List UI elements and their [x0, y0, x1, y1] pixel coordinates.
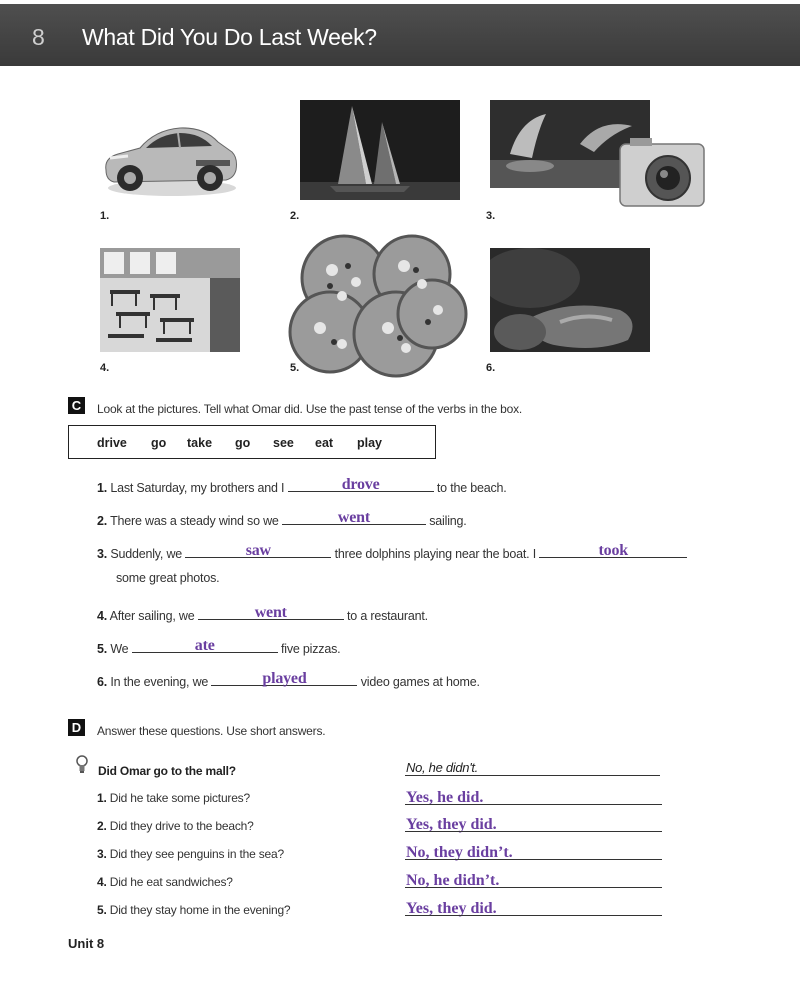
- answer-blank: [539, 542, 687, 558]
- answer-line: [405, 887, 662, 888]
- answer-blank: [132, 637, 278, 653]
- section-c-instruction: Look at the pictures. Tell what Omar did. Use the past tense of the verbs in the box.: [97, 402, 523, 416]
- answer-blank: [185, 542, 331, 558]
- word-box-word: drive: [97, 436, 127, 450]
- answer-text: Yes, they did.: [406, 816, 497, 833]
- picture-label: 1.: [100, 210, 110, 222]
- unit-number: 8: [32, 24, 45, 50]
- answer-blank: [288, 476, 434, 492]
- answer-line: [405, 775, 660, 776]
- answer-blank: [211, 670, 357, 686]
- picture-label: 3.: [486, 210, 496, 222]
- picture-label: 2.: [290, 210, 300, 222]
- answer-text: No, they didn’t.: [406, 844, 513, 861]
- answer-blank: [198, 604, 344, 620]
- answer-text: saw: [245, 542, 271, 559]
- exercise-c-item-5: 5. We ate five pizzas.: [97, 637, 341, 656]
- exercise-c-item-6: 6. In the evening, we played video games at home.: [97, 670, 480, 689]
- answer-line: [405, 915, 662, 916]
- answer-text: Yes, he did.: [406, 789, 484, 806]
- exercise-c-item-3-continuation: some great photos.: [116, 571, 220, 585]
- answer-text: went: [337, 509, 371, 526]
- word-box: [68, 425, 436, 459]
- example-answer: No, he didn't.: [406, 760, 478, 775]
- page-title: What Did You Do Last Week?: [82, 24, 377, 50]
- exercise-d-item-4: 4. Did he eat sandwiches?: [97, 875, 233, 889]
- answer-line: [405, 831, 662, 832]
- word-box-word: play: [357, 436, 383, 450]
- picture-dolphins-camera: [490, 100, 712, 215]
- answer-line: [405, 804, 662, 805]
- picture-label: 4.: [100, 362, 110, 374]
- page-footer: Unit 8: [68, 936, 105, 951]
- answer-text: played: [262, 670, 307, 687]
- answer-blank: [282, 509, 426, 525]
- word-box-word: go: [151, 436, 167, 450]
- exercise-c-item-3: 3. Suddenly, we saw three dolphins playing near the boat. I took: [97, 542, 687, 561]
- picture-pizzas: [272, 230, 477, 380]
- example-question: Did Omar go to the mall?: [98, 764, 236, 778]
- word-box-word: eat: [315, 436, 334, 450]
- exercise-d-item-5: 5. Did they stay home in the evening?: [97, 903, 291, 917]
- unit-header: [0, 4, 800, 66]
- section-d-badge: D: [68, 719, 85, 736]
- picture-video-game: [490, 248, 650, 352]
- answer-text: took: [598, 542, 628, 559]
- exercise-c-item-4: 4. After sailing, we went to a restaurant.: [97, 604, 428, 623]
- exercise-c-item-1: 1. Last Saturday, my brothers and I drove to the beach.: [97, 476, 507, 495]
- exercise-d-item-3: 3. Did they see penguins in the sea?: [97, 847, 284, 861]
- exercise-d-item-2: 2. Did they drive to the beach?: [97, 819, 254, 833]
- word-box-word: see: [273, 436, 294, 450]
- section-d-instruction: Answer these questions. Use short answers.: [97, 724, 326, 738]
- picture-restaurant: [100, 248, 240, 352]
- word-box-word: go: [235, 436, 251, 450]
- picture-car: [100, 108, 240, 200]
- exercise-c-item-2: 2. There was a steady wind so we went sailing.: [97, 509, 467, 528]
- answer-text: drove: [341, 476, 380, 493]
- answer-line: [405, 859, 662, 860]
- picture-label: 6.: [486, 362, 496, 374]
- answer-text: ate: [194, 637, 215, 654]
- word-box-word: take: [187, 436, 213, 450]
- answer-text: went: [254, 604, 287, 621]
- answer-text: No, he didn’t.: [406, 872, 500, 889]
- section-c-badge: C: [68, 397, 85, 414]
- lightbulb-icon: [76, 755, 88, 780]
- exercise-d-item-1: 1. Did he take some pictures?: [97, 791, 250, 805]
- picture-label: 5.: [290, 362, 300, 374]
- picture-sailboat: [300, 100, 460, 200]
- answer-text: Yes, they did.: [406, 900, 497, 917]
